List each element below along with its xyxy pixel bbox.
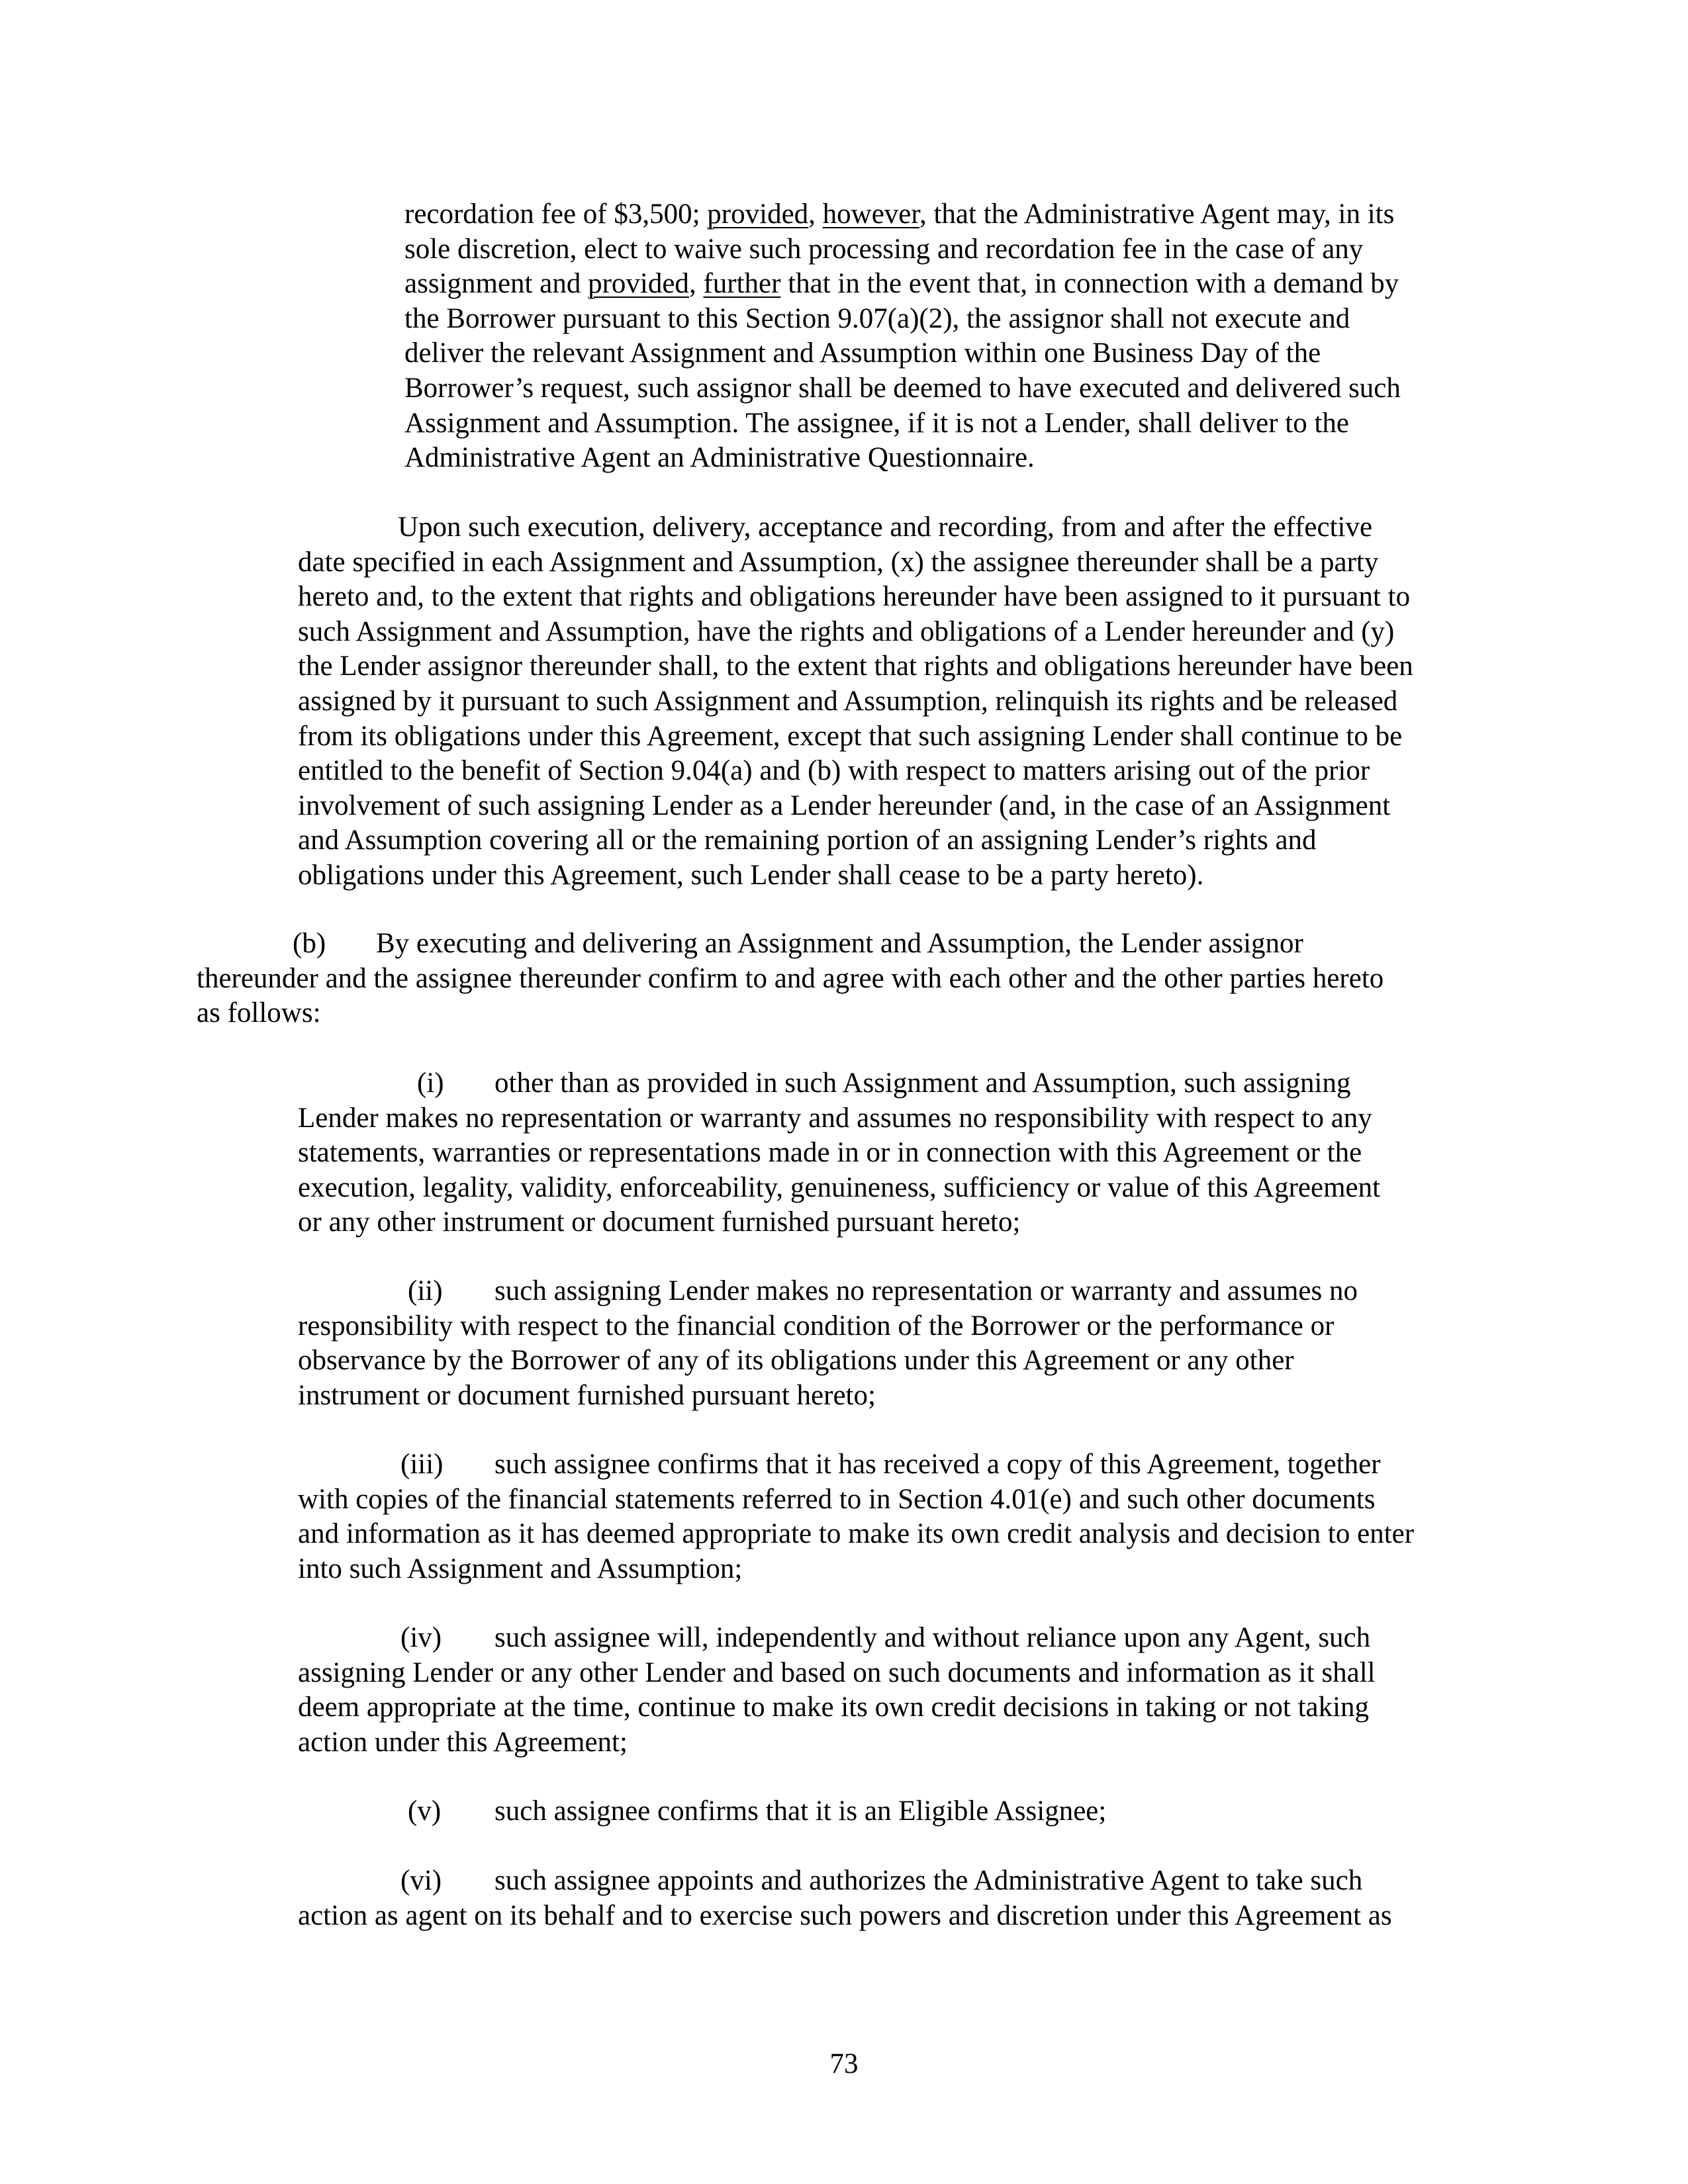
item-ii-line: instrument or document furnished pursuant hereto; [298, 1379, 876, 1411]
upon-line: date specified in each Assignment and Assumption, (x) the assignee thereunder shall be a party [298, 546, 1379, 578]
section-b-label: (b) [293, 928, 326, 959]
item-i-line: or any other instrument or document furnished pursuant hereto; [298, 1206, 1021, 1238]
item-vi-line: action as agent on its behalf and to exercise such powers and discretion under this Agreement as [298, 1899, 1392, 1931]
upon-line: and Assumption covering all or the remaining portion of an assigning Lender’s rights and [298, 825, 1317, 856]
section-b-line: thereunder and the assignee thereunder confirm to and agree with each other and the other parties hereto [197, 962, 1384, 994]
item-iii-line: into such Assignment and Assumption; [298, 1553, 743, 1584]
item-vi-first-text: such assignee appoints and authorizes the Administrative Agent to take such [494, 1865, 1363, 1896]
item-iv [298, 1621, 1376, 1760]
item-iv-line: action under this Agreement; [298, 1726, 628, 1758]
item-iii-first-text: such assignee confirms that it has received a copy of this Agreement, together [494, 1449, 1381, 1480]
item-ii-label: (ii) [408, 1275, 443, 1306]
item-ii-line: observance by the Borrower of any of its obligations under this Agreement or any other [298, 1345, 1294, 1377]
continuation-line: recordation fee of $3,500; provided, however, that the Administrative Agent may, in its [404, 199, 1395, 230]
item-ii-first-text: such assigning Lender makes no representation or warranty and assumes no [494, 1275, 1358, 1306]
section-b-paragraph [197, 927, 1383, 1031]
continuation-line: the Borrower pursuant to this Section 9.07(a)(2), the assignor shall not execute and [404, 302, 1350, 334]
item-v-first-line [298, 1794, 1106, 1829]
item-v-first-text: such assignee confirms that it is an Eligible Assignee; [494, 1796, 1107, 1827]
upon-line: from its obligations under this Agreement, except that such assigning Lender shall continue to be [298, 720, 1403, 752]
item-iii [298, 1447, 1414, 1586]
item-i-line: Lender makes no representation or warranty and assumes no responsibility with respect to any [298, 1102, 1372, 1134]
upon-line: entitled to the benefit of Section 9.04(a) and (b) with respect to matters arising out of the prior [298, 755, 1370, 787]
item-iv-first-text: such assignee will, independently and without reliance upon any Agent, such [494, 1622, 1371, 1653]
item-i-first-text: other than as provided in such Assignment and Assumption, such assigning [494, 1068, 1351, 1099]
item-v [298, 1794, 1106, 1829]
item-iv-line: deem appropriate at the time, continue to make its own credit decisions in taking or not taking [298, 1692, 1370, 1723]
page-number: 73 [829, 2048, 859, 2079]
item-i-line: statements, warranties or representations made in or in connection with this Agreement or the [298, 1137, 1362, 1169]
continuation-line: deliver the relevant Assignment and Assumption within one Business Day of the [404, 338, 1321, 369]
underlined-term: however [822, 199, 919, 230]
underlined-term: provided [588, 268, 689, 300]
continuation-line: Administrative Agent an Administrative Questionnaire. [404, 442, 1035, 474]
item-v-label: (v) [408, 1796, 442, 1827]
upon-execution-paragraph [298, 510, 1413, 893]
upon-line: the Lender assignor thereunder shall, to the extent that rights and obligations hereunder have been [298, 651, 1413, 682]
item-iv-line: assigning Lender or any other Lender and based on such documents and information as it shall [298, 1657, 1376, 1688]
underlined-term: provided [707, 199, 809, 230]
upon-line: hereto and, to the extent that rights and obligations hereunder have been assigned to it pursuant to [298, 581, 1411, 613]
upon-line: involvement of such assigning Lender as a Lender hereunder (and, in the case of an Assignment [298, 790, 1391, 821]
section-b-first-line [197, 927, 1383, 962]
item-iv-first-line [298, 1621, 1376, 1656]
item-i-line: execution, legality, validity, enforceability, genuineness, sufficiency or value of this Agreement [298, 1171, 1381, 1203]
upon-line: assigned by it pursuant to such Assignment and Assumption, relinquish its rights and be released [298, 685, 1398, 717]
underlined-term: further [703, 268, 781, 300]
item-vi [298, 1864, 1392, 1933]
continuation-line: Assignment and Assumption. The assignee, if it is not a Lender, shall deliver to the [404, 407, 1349, 439]
item-i-label: (i) [417, 1068, 444, 1099]
continuation-line: assignment and provided, further that in the event that, in connection with a demand by [404, 268, 1399, 300]
section-b-first-text: By executing and delivering an Assignment and Assumption, the Lender assignor [376, 928, 1303, 959]
continuation-line: sole discretion, elect to waive such processing and recordation fee in the case of any [404, 233, 1364, 265]
upon-line: obligations under this Agreement, such Lender shall cease to be a party hereto). [298, 859, 1204, 891]
item-i-first-line [298, 1066, 1380, 1101]
item-iv-label: (iv) [400, 1622, 442, 1653]
continuation-paragraph [404, 197, 1401, 476]
item-ii-line: responsibility with respect to the financial condition of the Borrower or the performance or [298, 1310, 1335, 1342]
upon-line: such Assignment and Assumption, have the rights and obligations of a Lender hereunder and (y) [298, 615, 1395, 647]
item-iii-line: with copies of the financial statements referred to in Section 4.01(e) and such other documents [298, 1483, 1376, 1515]
item-iii-label: (iii) [400, 1449, 444, 1480]
item-ii [298, 1274, 1358, 1413]
item-ii-first-line [298, 1274, 1358, 1309]
item-vi-label: (vi) [400, 1865, 442, 1896]
upon-first-line: Upon such execution, delivery, acceptance and recording, from and after the effective [398, 512, 1373, 543]
item-i [298, 1066, 1380, 1240]
section-b-line: as follows: [197, 997, 321, 1029]
continuation-line: Borrower’s request, such assignor shall be deemed to have executed and delivered such [404, 372, 1401, 404]
item-iii-line: and information as it has deemed appropriate to make its own credit analysis and decision to enter [298, 1518, 1415, 1550]
item-iii-first-line [298, 1447, 1414, 1482]
item-vi-first-line [298, 1864, 1392, 1899]
